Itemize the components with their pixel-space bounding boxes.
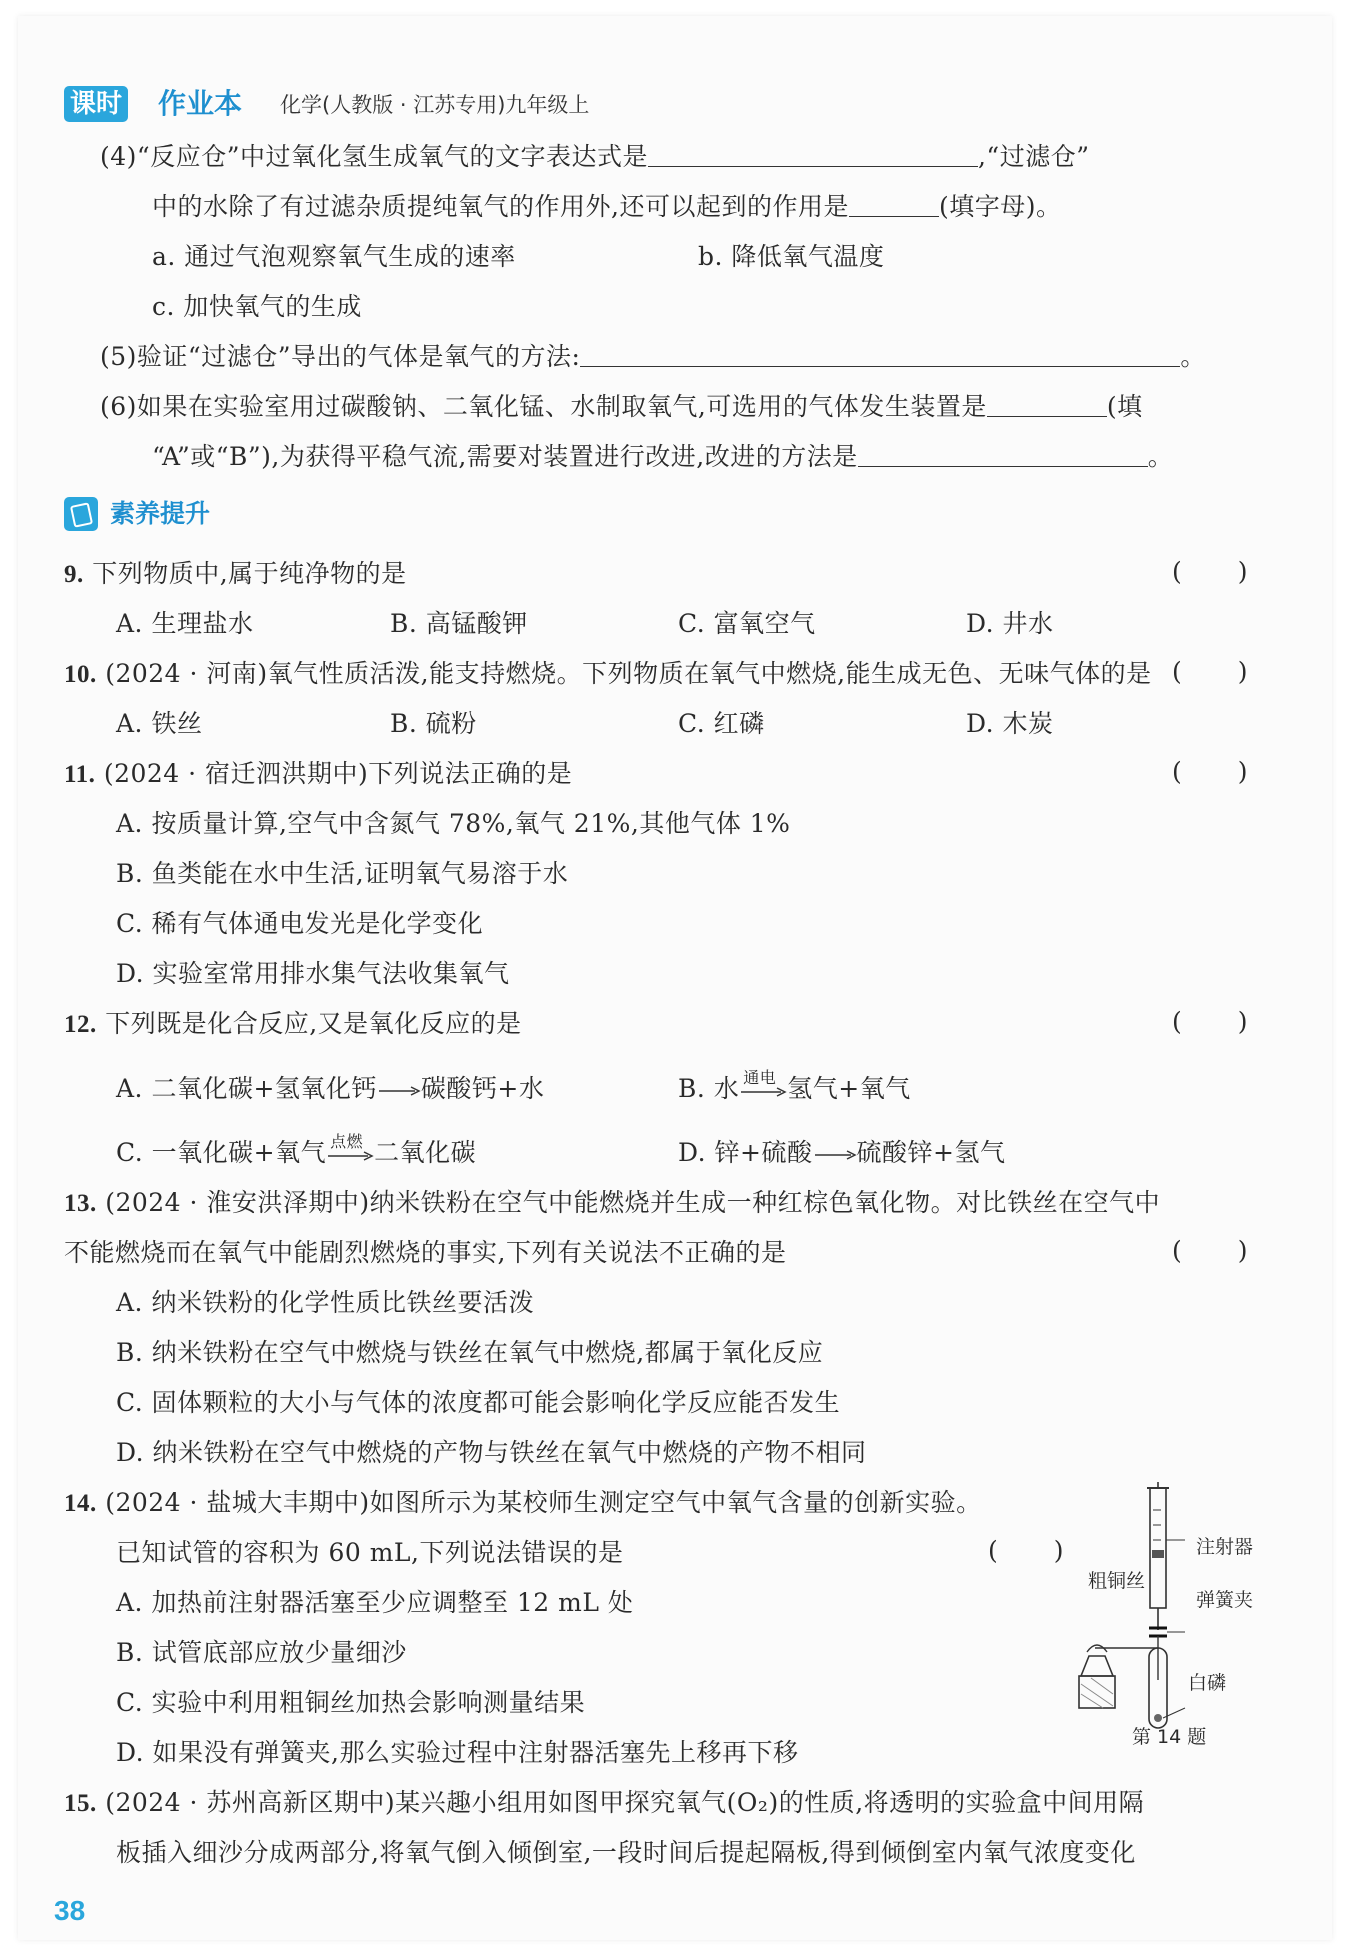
q8-option-b: b. 降低氧气温度 (698, 242, 885, 271)
q13-stem-line1: 13. (2024 · 淮安洪泽期中)纳米铁粉在空气中能燃烧并生成一种红棕色氧化物。对比铁丝在空气中 (64, 1188, 1161, 1217)
page-number: 38 (54, 1895, 86, 1926)
figure-caption: 第 14 题 (1132, 1726, 1207, 1748)
q12-option-c: C. 一氧化碳+氧气 点燃 二氧化碳 (116, 1136, 476, 1170)
q8-part6-line2: “A”或“B”),为获得平稳气流,需要对装置进行改进,改进的方法是 。 (152, 442, 1174, 471)
q11-stem: 11. (2024 · 宿迁泗洪期中)下列说法正确的是 (64, 759, 573, 788)
q14-answer-paren: ( ) (988, 1536, 1088, 1565)
q11-option-a: A. 按质量计算,空气中含氮气 78%,氧气 21%,其他气体 1% (116, 809, 791, 838)
book-subtitle: 化学(人教版 · 江苏专用)九年级上 (280, 93, 590, 117)
q14-option-d: D. 如果没有弹簧夹,那么实验过程中注射器活塞先上移再下移 (116, 1738, 799, 1767)
q8-option-c: c. 加快氧气的生成 (152, 292, 362, 321)
q10-option-a: A. 铁丝 (116, 709, 203, 738)
q8-part4-line2: 中的水除了有过滤杂质提纯氧气的作用外,还可以起到的作用是 (填字母)。 (152, 192, 1062, 221)
q11-option-d: D. 实验室常用排水集气法收集氧气 (116, 959, 510, 988)
q9-stem: 9. 下列物质中,属于纯净物的是 (64, 559, 407, 588)
q14-option-b: B. 试管底部应放少量细沙 (116, 1638, 407, 1667)
q12-answer-paren: ( ) (1172, 1007, 1272, 1036)
figure-label-spring-clip: 弹簧夹 (1196, 1589, 1254, 1611)
q10-option-d: D. 木炭 (966, 709, 1054, 738)
q10-stem: 10. (2024 · 河南)氧气性质活泼,能支持燃烧。下列物质在氧气中燃烧,能生成无色、无味气体的是 (64, 659, 1152, 688)
q13-answer-paren: ( ) (1172, 1236, 1272, 1265)
logo-badge: 课时 (64, 86, 128, 122)
figure-label-copper-wire: 粗铜丝 (1088, 1570, 1146, 1592)
q8-option-a: a. 通过气泡观察氧气生成的速率 (152, 242, 516, 271)
q11-option-c: C. 稀有气体通电发光是化学变化 (116, 909, 484, 938)
q8-part4-line1: (4)“反应仓”中过氧化氢生成氧气的文字表达式是 ,“过滤仓” (100, 142, 1090, 171)
q9-option-d: D. 井水 (966, 609, 1054, 638)
figure-label-syringe: 注射器 (1196, 1536, 1254, 1558)
q12-option-b: B. 水 通电 氢气+氧气 (678, 1072, 911, 1106)
figure-label-white-phosphorus: 白磷 (1188, 1672, 1227, 1694)
q13-option-d: D. 纳米铁粉在空气中燃烧的产物与铁丝在氧气中燃烧的产物不相同 (116, 1438, 867, 1467)
q13-option-a: A. 纳米铁粉的化学性质比铁丝要活泼 (116, 1288, 534, 1317)
q15-stem-line1: 15. (2024 · 苏州高新区期中)某兴趣小组用如图甲探究氧气(O₂)的性质,将透明的实验盒中间用隔 (64, 1788, 1145, 1817)
q9-option-a: A. 生理盐水 (116, 609, 254, 638)
q13-stem-line2: 不能燃烧而在氧气中能剧烈燃烧的事实,下列有关说法不正确的是 (64, 1238, 787, 1267)
q14-stem-line1: 14. (2024 · 盐城大丰期中)如图所示为某校师生测定空气中氧气含量的创新实验。 (64, 1488, 982, 1517)
q8-part6-line1: (6)如果在实验室用过碳酸钠、二氧化锰、水制取氧气,可选用的气体发生装置是 (填 (100, 392, 1143, 421)
q10-answer-paren: ( ) (1172, 657, 1272, 686)
section-icon (64, 497, 98, 531)
q13-option-c: C. 固体颗粒的大小与气体的浓度都可能会影响化学反应能否发生 (116, 1388, 841, 1417)
reaction-arrow-icon (739, 1085, 787, 1099)
q13-option-b: B. 纳米铁粉在空气中燃烧与铁丝在氧气中燃烧,都属于氧化反应 (116, 1338, 824, 1367)
q8-part5: (5)验证“过滤仓”导出的气体是氧气的方法: 。 (100, 342, 1206, 371)
q12-option-a: A. 二氧化碳+氢氧化钙 碳酸钙+水 (116, 1074, 545, 1103)
q12-c-condition: 点燃 (330, 1132, 364, 1151)
q11-answer-paren: ( ) (1172, 757, 1272, 786)
q9-option-b: B. 高锰酸钾 (390, 609, 528, 638)
q12-b-condition: 通电 (743, 1068, 777, 1087)
reaction-arrow-icon (326, 1149, 374, 1163)
q14-option-a: A. 加热前注射器活塞至少应调整至 12 mL 处 (116, 1588, 634, 1617)
book-title: 作业本 (158, 87, 243, 120)
q12-option-d: D. 锌+硫酸 硫酸锌+氢气 (678, 1138, 1006, 1167)
q15-stem-line2: 板插入细沙分成两部分,将氧气倒入倾倒室,一段时间后提起隔板,得到倾倒室内氧气浓度变化 (116, 1838, 1136, 1867)
reaction-arrow-icon (813, 1148, 857, 1162)
q11-option-b: B. 鱼类能在水中生活,证明氧气易溶于水 (116, 859, 569, 888)
q10-option-c: C. 红磷 (678, 709, 765, 738)
q14-stem-line2: 已知试管的容积为 60 mL,下列说法错误的是 (116, 1538, 624, 1567)
q9-answer-paren: ( ) (1172, 557, 1272, 586)
q9-option-c: C. 富氧空气 (678, 609, 816, 638)
reaction-arrow-icon (377, 1084, 421, 1098)
q12-stem: 12. 下列既是化合反应,又是氧化反应的是 (64, 1009, 522, 1038)
q10-option-b: B. 硫粉 (390, 709, 477, 738)
q14-option-c: C. 实验中利用粗铜丝加热会影响测量结果 (116, 1688, 586, 1717)
section-title: 素养提升 (110, 499, 211, 528)
